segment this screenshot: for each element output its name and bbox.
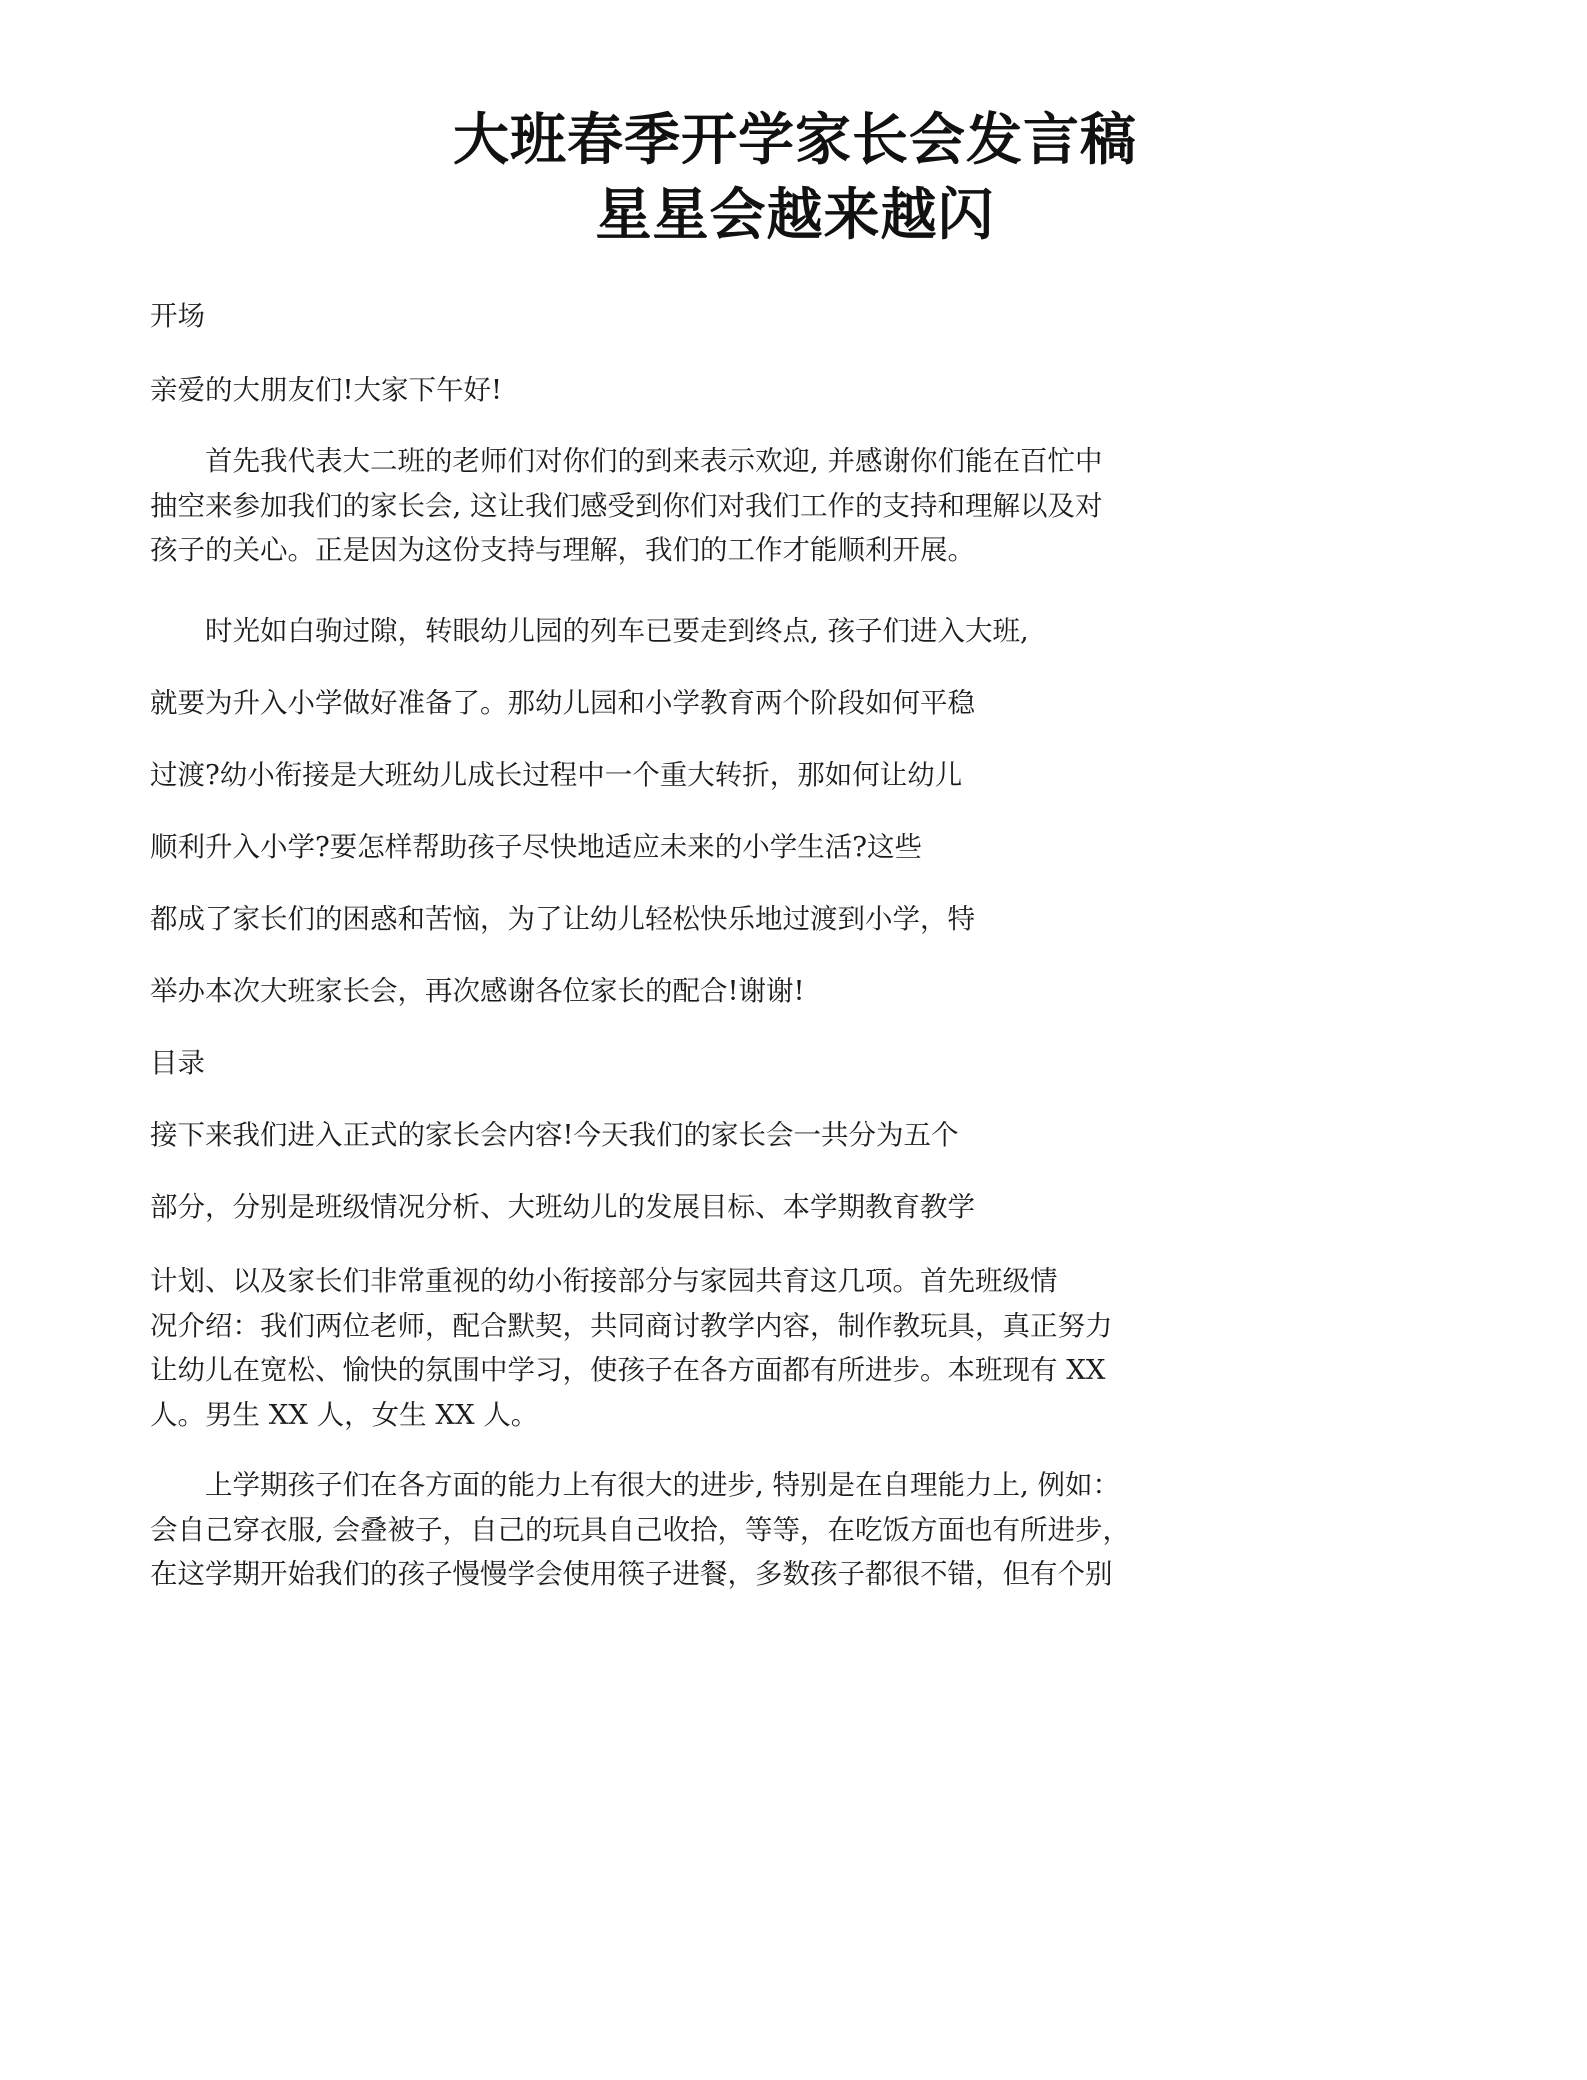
progress-paragraph-line-3: 在这学期开始我们的孩子慢慢学会使用筷子进餐，多数孩子都很不错，但有个别 (150, 1558, 1113, 1591)
page-title: 大班春季开学家长会发言稿 (453, 107, 1137, 173)
welcome-paragraph-line-1: 首先我代表大二班的老师们对你们的到来表示欢迎, 并感谢你们能在百忙中 (205, 445, 1103, 477)
transition-paragraph-line-4: 顺利升入小学?要怎样帮助孩子尽快地适应未来的小学生活?这些 (150, 830, 922, 863)
page-subtitle: 星星会越来越闪 (595, 181, 995, 248)
transition-paragraph-line-1: 时光如白驹过隙，转眼幼儿园的列车已要走到终点, 孩子们进入大班, (205, 614, 1029, 647)
welcome-paragraph-line-2: 抽空来参加我们的家长会, 这让我们感受到你们对我们工作的支持和理解以及对 (150, 489, 1103, 522)
class-intro-line-3: 让幼儿在宽松、愉快的氛围中学习，使孩子在各方面都有所进步。本班现有 XX (150, 1354, 1106, 1387)
class-intro-line-2: 况介绍：我们两位老师，配合默契，共同商讨教学内容，制作教玩具，真正努力 (150, 1309, 1113, 1342)
contents-paragraph-line-1: 接下来我们进入正式的家长会内容!今天我们的家长会一共分为五个 (150, 1118, 959, 1151)
progress-paragraph-line-1: 上学期孩子们在各方面的能力上有很大的进步, 特别是在自理能力上, 例如： (205, 1469, 1120, 1502)
transition-paragraph-line-2: 就要为升入小学做好准备了。那幼儿园和小学教育两个阶段如何平稳 (150, 686, 975, 719)
section-label-opening: 开场 (150, 299, 205, 332)
contents-paragraph-line-2: 部分，分别是班级情况分析、大班幼儿的发展目标、本学期教育教学 (150, 1191, 975, 1224)
transition-paragraph-line-3: 过渡?幼小衔接是大班幼儿成长过程中一个重大转折，那如何让幼儿 (150, 758, 963, 791)
progress-paragraph-line-2: 会自己穿衣服, 会叠被子，自己的玩具自己收拾，等等，在吃饭方面也有所进步， (150, 1513, 1130, 1546)
section-label-contents: 目录 (150, 1046, 205, 1079)
class-intro-line-4: 人。男生 XX 人，女生 XX 人。 (150, 1398, 539, 1431)
transition-paragraph-line-6: 举办本次大班家长会，再次感谢各位家长的配合!谢谢! (150, 974, 805, 1007)
greeting-line: 亲爱的大朋友们!大家下午好! (150, 374, 503, 407)
welcome-paragraph-line-3: 孩子的关心。正是因为这份支持与理解，我们的工作才能顺利开展。 (150, 534, 975, 567)
class-intro-line-1: 计划、以及家长们非常重视的幼小衔接部分与家园共育这几项。首先班级情 (150, 1265, 1058, 1298)
transition-paragraph-line-5: 都成了家长们的困惑和苦恼，为了让幼儿轻松快乐地过渡到小学，特 (150, 902, 975, 935)
document-body (150, 0, 1440, 1597)
